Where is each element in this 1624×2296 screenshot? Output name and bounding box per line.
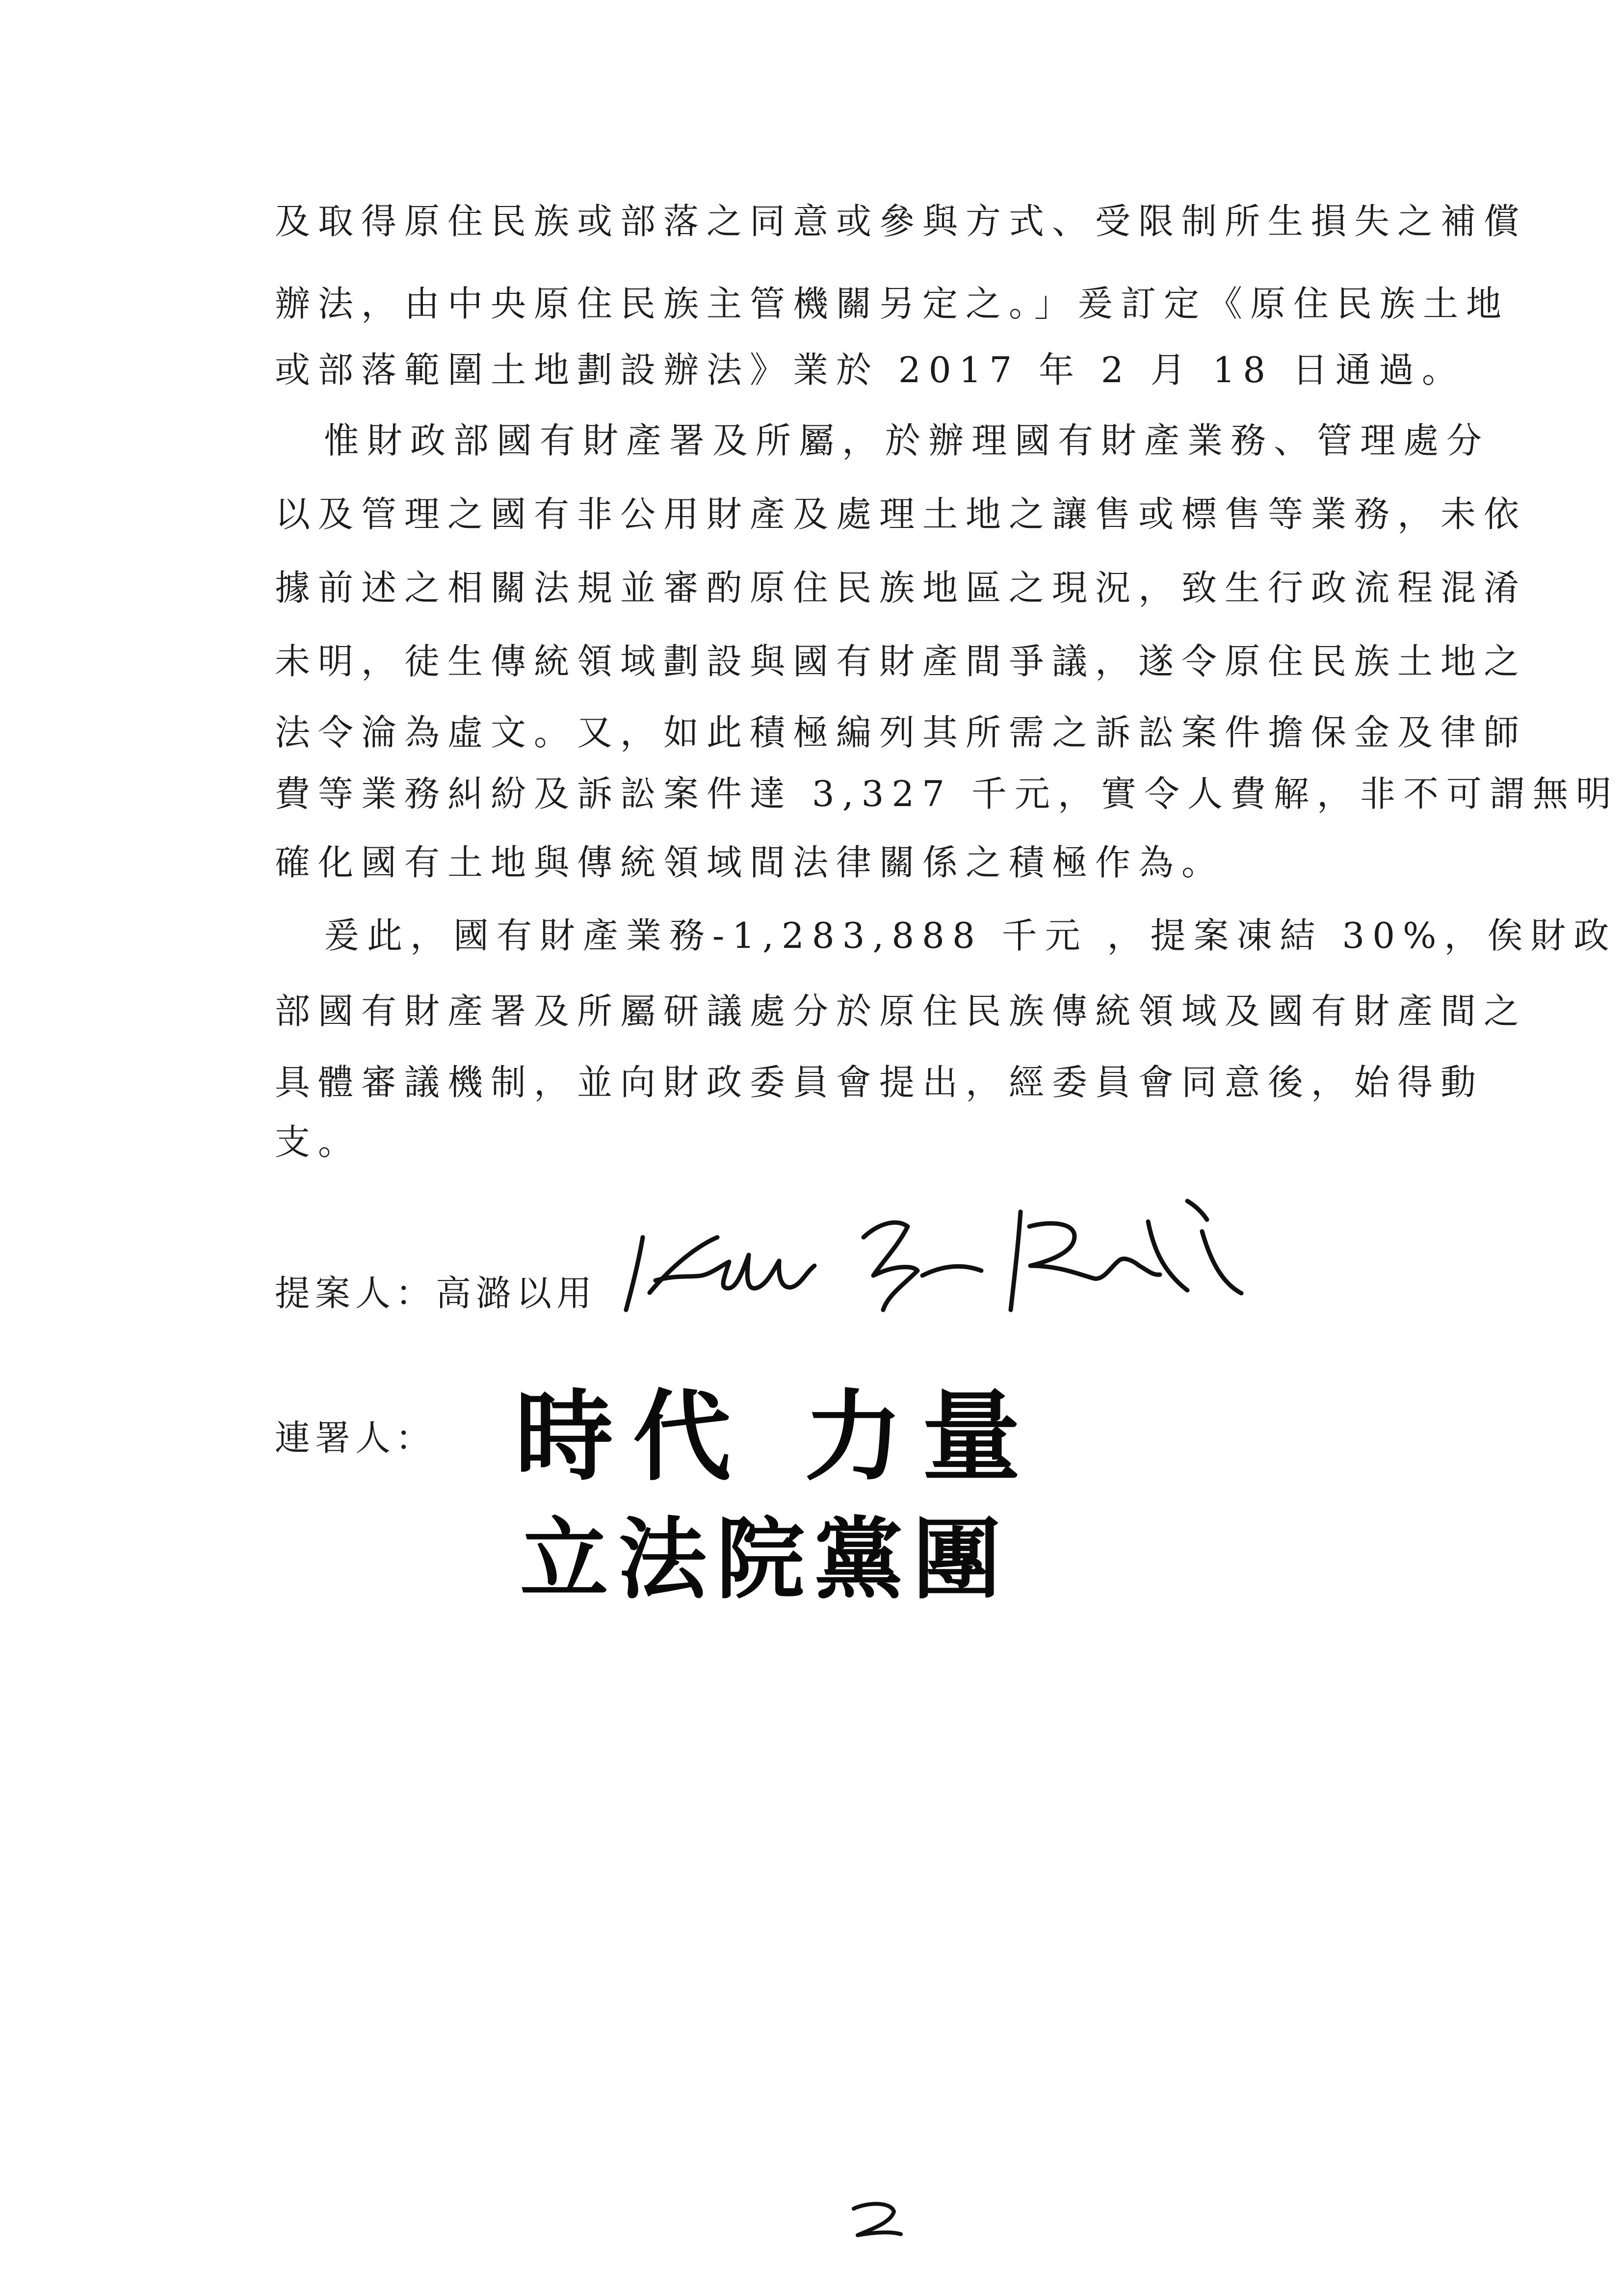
paragraph-3-line-1: 爰此，國有財產業務-1,283,888 千元 ，提案凍結 30%，俟財政 <box>324 915 1617 956</box>
paragraph-3-line-2: 部國有財產署及所屬研議處分於原住民族傳統領域及國有財產間之 <box>275 991 1527 1032</box>
party-stamp-line-2: 立法院黨團 <box>520 1509 1011 1611</box>
page-number-mark <box>844 2198 908 2242</box>
cosigner-label: 連署人： <box>275 1417 436 1459</box>
party-stamp-line-1: 時代 力量 <box>515 1380 1040 1494</box>
proposer-label: 提案人：高潞以用 <box>275 1273 597 1314</box>
paragraph-3-line-4: 支。 <box>275 1122 362 1163</box>
paragraph-1-line-3: 或部落範圍土地劃設辦法》業於 2017 年 2 月 18 日通過。 <box>275 349 1465 391</box>
paragraph-2-line-7: 確化國有土地與傳統領域間法律關係之積極作為。 <box>275 842 1225 883</box>
paragraph-2-line-6: 費等業務糾紛及訴訟案件達 3,327 千元，實令人費解，非不可謂無明 <box>275 773 1619 814</box>
paragraph-2-line-2: 以及管理之國有非公用財產及處理土地之讓售或標售等業務，未依 <box>275 494 1527 535</box>
paragraph-2-line-3: 據前述之相關法規並審酌原住民族地區之現況，致生行政流程混淆 <box>275 567 1527 608</box>
paragraph-1-line-1: 及取得原住民族或部落之同意或參與方式、受限制所生損失之補償 <box>275 201 1527 242</box>
paragraph-2-line-5: 法令淪為虛文。又，如此積極編列其所需之訴訟案件擔保金及律師 <box>275 712 1527 753</box>
handwritten-signature <box>608 1192 1256 1320</box>
paragraph-2-line-1: 惟財政部國有財產署及所屬，於辦理國有財產業務、管理處分 <box>324 420 1490 461</box>
paragraph-2-line-4: 未明，徒生傳統領域劃設與國有財產間爭議，遂令原住民族土地之 <box>275 641 1527 682</box>
paragraph-1-line-2: 辦法，由中央原住民族主管機關另定之。」爰訂定《原住民族土地 <box>275 283 1510 324</box>
paragraph-3-line-3: 具體審議機制，並向財政委員會提出，經委員會同意後，始得動 <box>275 1062 1484 1103</box>
